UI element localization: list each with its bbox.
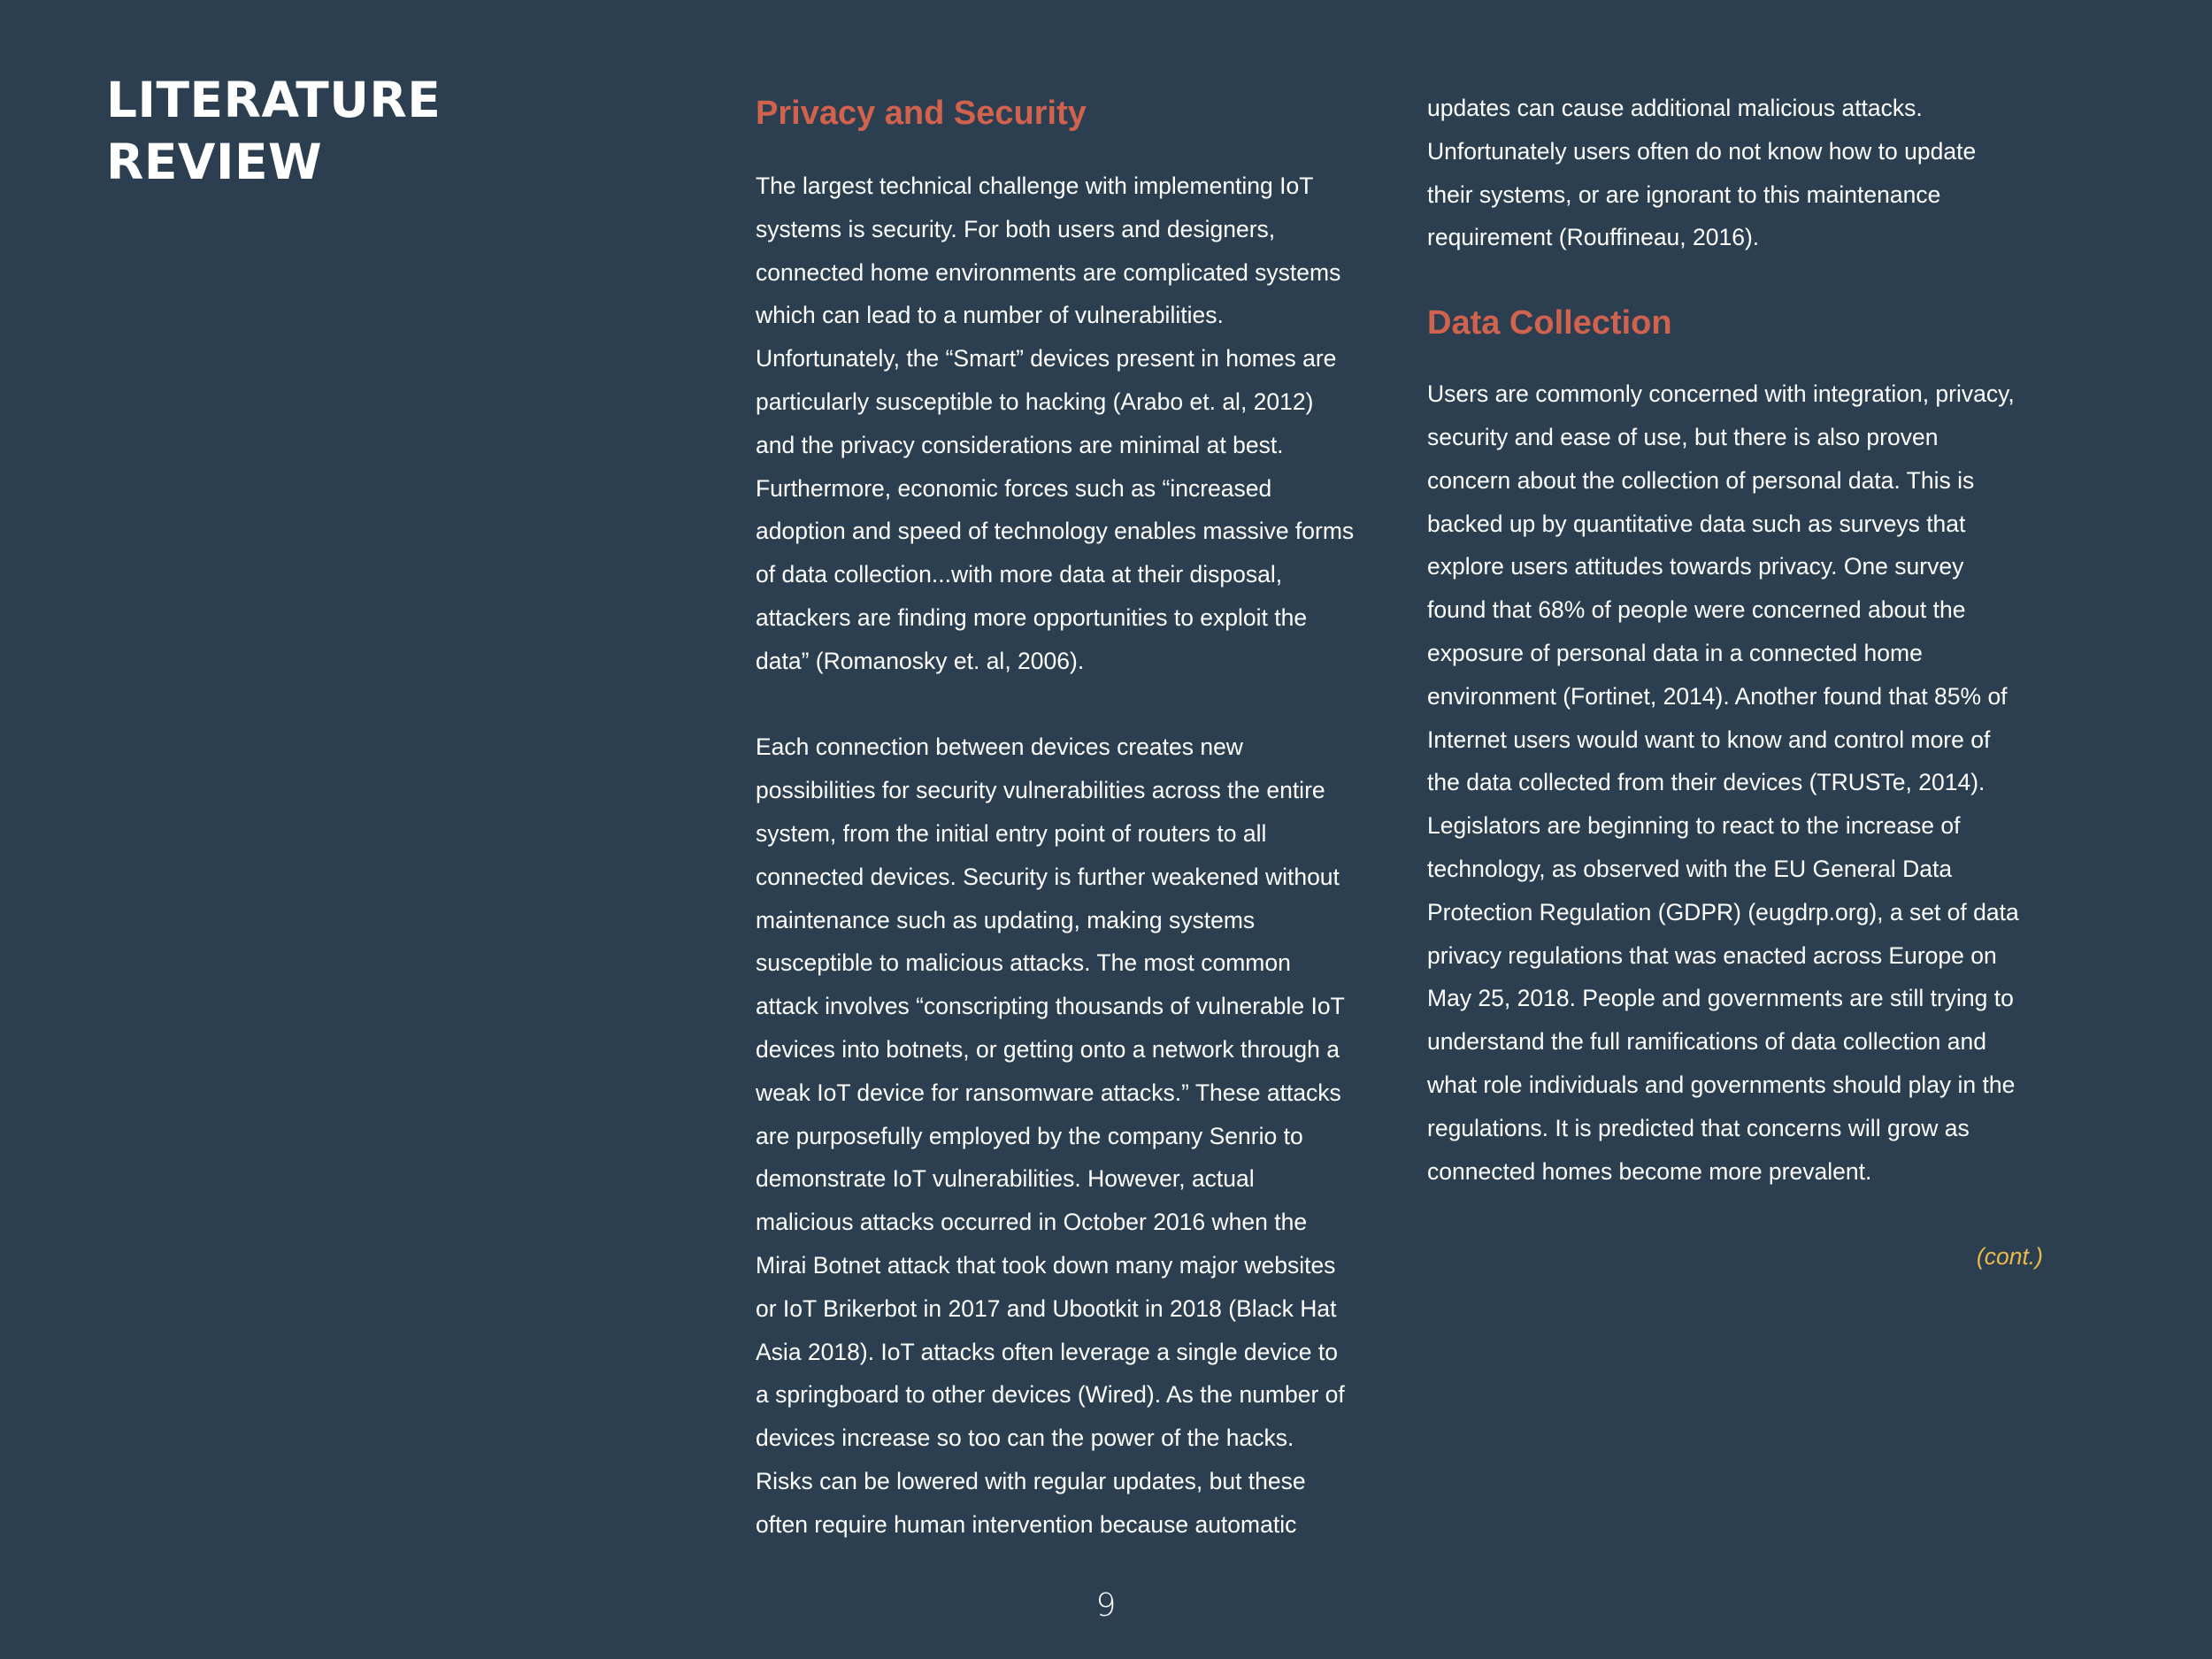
paragraph-spacer [756,683,1375,726]
page-number: 9 [1095,1587,1117,1624]
continued-paragraph: updates can cause additional malicious attacks. Unfortunately users often do not know how to update their systems, or are ignorant to this maintenance requirement (Rouffineau, 2016). [1427,95,1977,251]
section-title: LITERATURE REVIEW [106,72,442,190]
privacy-security-heading: Privacy and Security [756,95,1087,132]
right-column [1427,87,2055,1279]
data-collection-heading: Data Collection [1427,304,1672,342]
continued-label: (cont.) [1976,1243,2043,1271]
data-collection-paragraph: Users are commonly concerned with integration, privacy, security and ease of use, but there is also proven concern about the collection of personal data. This is backed up by quantitative data such as surveys that explore users attitudes towards privacy. One survey found that 68% of people were concerned about the exposure of personal data in a connected home environment (Fortinet, 2014). Another found that 85% of Internet users would want to know and control more of the data collected from their devices (TRUSTe, 2014). Legislators are beginning to react to the increase of technology, as observed with the EU General Data Protection Regulation (GDPR) (eugdrp.org), a set of data privacy regulations that was enacted across Europe on May 25, 2018. People and governments are still trying to understand the full ramifications of data collection and what role individuals and governments should play in the regulations. It is predicted that concerns will grow as connected homes become more prevalent. [1427,380,2019,1185]
privacy-paragraph-1: The largest technical challenge with implementing IoT systems is security. For both users and designers, connected home environments are complicated systems which can lead to a number of vulnerabilities. Unfortunately, the “Smart” devices present in homes are particularly susceptible to hacking (Arabo et. al, 2012) and the privacy considerations are minimal at best. Furthermore, economic forces such as “increased adoption and speed of technology enables massive forms of data collection...with more data at their disposal, attackers are finding more opportunities to exploit the data” (Romanosky et. al, 2006). [756,173,1355,674]
left-column [756,88,1375,1547]
privacy-paragraph-2: Each connection between devices creates new possibilities for security vulnerabilities across the entire system, from the initial entry point of routers to all connected devices. Security is further weakened without maintenance such as updating, making systems susceptible to malicious attacks. The most common attack involves “conscripting thousands of vulnerable IoT devices into botnets, or getting onto a network through a weak IoT device for ransomware attacks.” These attacks are purposefully employed by the company Senrio to demonstrate IoT vulnerabilities. However, actual malicious attacks occurred in October 2016 when the Mirai Botnet attack that took down many major websites or IoT Brikerbot in 2017 and Ubootkit in 2018 (Black Hat Asia 2018). IoT attacks often leverage a single device to a springboard to other devices (Wired). As the number of devices increase so too can the power of the hacks. Risks can be lowered with regular updates, but these often require human intervention because automatic [756,733,1345,1538]
